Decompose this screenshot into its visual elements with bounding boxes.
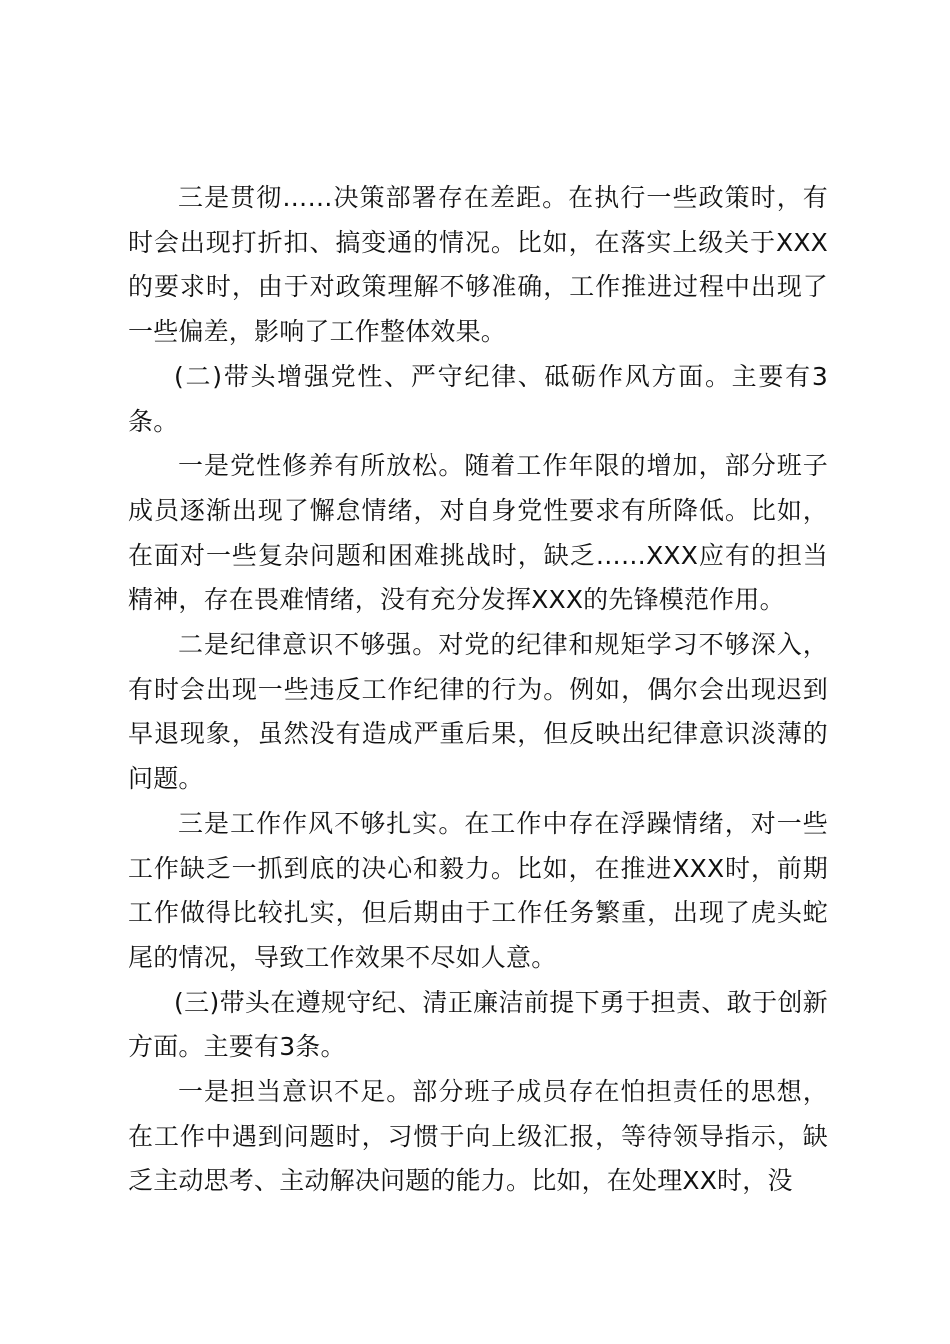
paragraph-party-spirit: 一是党性修养有所放松。随着工作年限的增加，部分班子成员逐渐出现了懈怠情绪，对自身党性要求有所降低。比如，在面对一些复杂问题和困难挑战时，缺乏……XXX应有的担当精神，存在畏难情绪，没有充分发挥XXX的先锋模范作用。	[128, 451, 828, 615]
document-body	[128, 176, 828, 1204]
paragraph-implementation-gap: 三是贯彻……决策部署存在差距。在执行一些政策时，有时会出现打折扣、搞变通的情况。比如，在落实上级关于XXX的要求时，由于对政策理解不够准确，工作推进过程中出现了一些偏差，影响了工作整体效果。	[128, 183, 828, 347]
section-heading-2: (二)带头增强党性、严守纪律、砥砺作风方面。主要有3条。	[128, 361, 828, 436]
paragraph-discipline: 二是纪律意识不够强。对党的纪律和规矩学习不够深入，有时会出现一些违反工作纪律的行为。例如，偶尔会出现迟到早退现象，虽然没有造成严重后果，但反映出纪律意识淡薄的问题。	[128, 630, 828, 794]
paragraph-work-style: 三是工作作风不够扎实。在工作中存在浮躁情绪，对一些工作缺乏一抓到底的决心和毅力。比如，在推进XXX时，前期工作做得比较扎实，但后期由于工作任务繁重，出现了虎头蛇尾的情况，导致工作效果不尽如人意。	[128, 808, 828, 972]
paragraph-responsibility: 一是担当意识不足。部分班子成员存在怕担责任的思想，在工作中遇到问题时，习惯于向上级汇报，等待领导指示，缺乏主动思考、主动解决问题的能力。比如，在处理XX时，没	[128, 1077, 828, 1196]
section-heading-3: (三)带头在遵规守纪、清正廉洁前提下勇于担责、敢于创新方面。主要有3条。	[128, 987, 828, 1062]
